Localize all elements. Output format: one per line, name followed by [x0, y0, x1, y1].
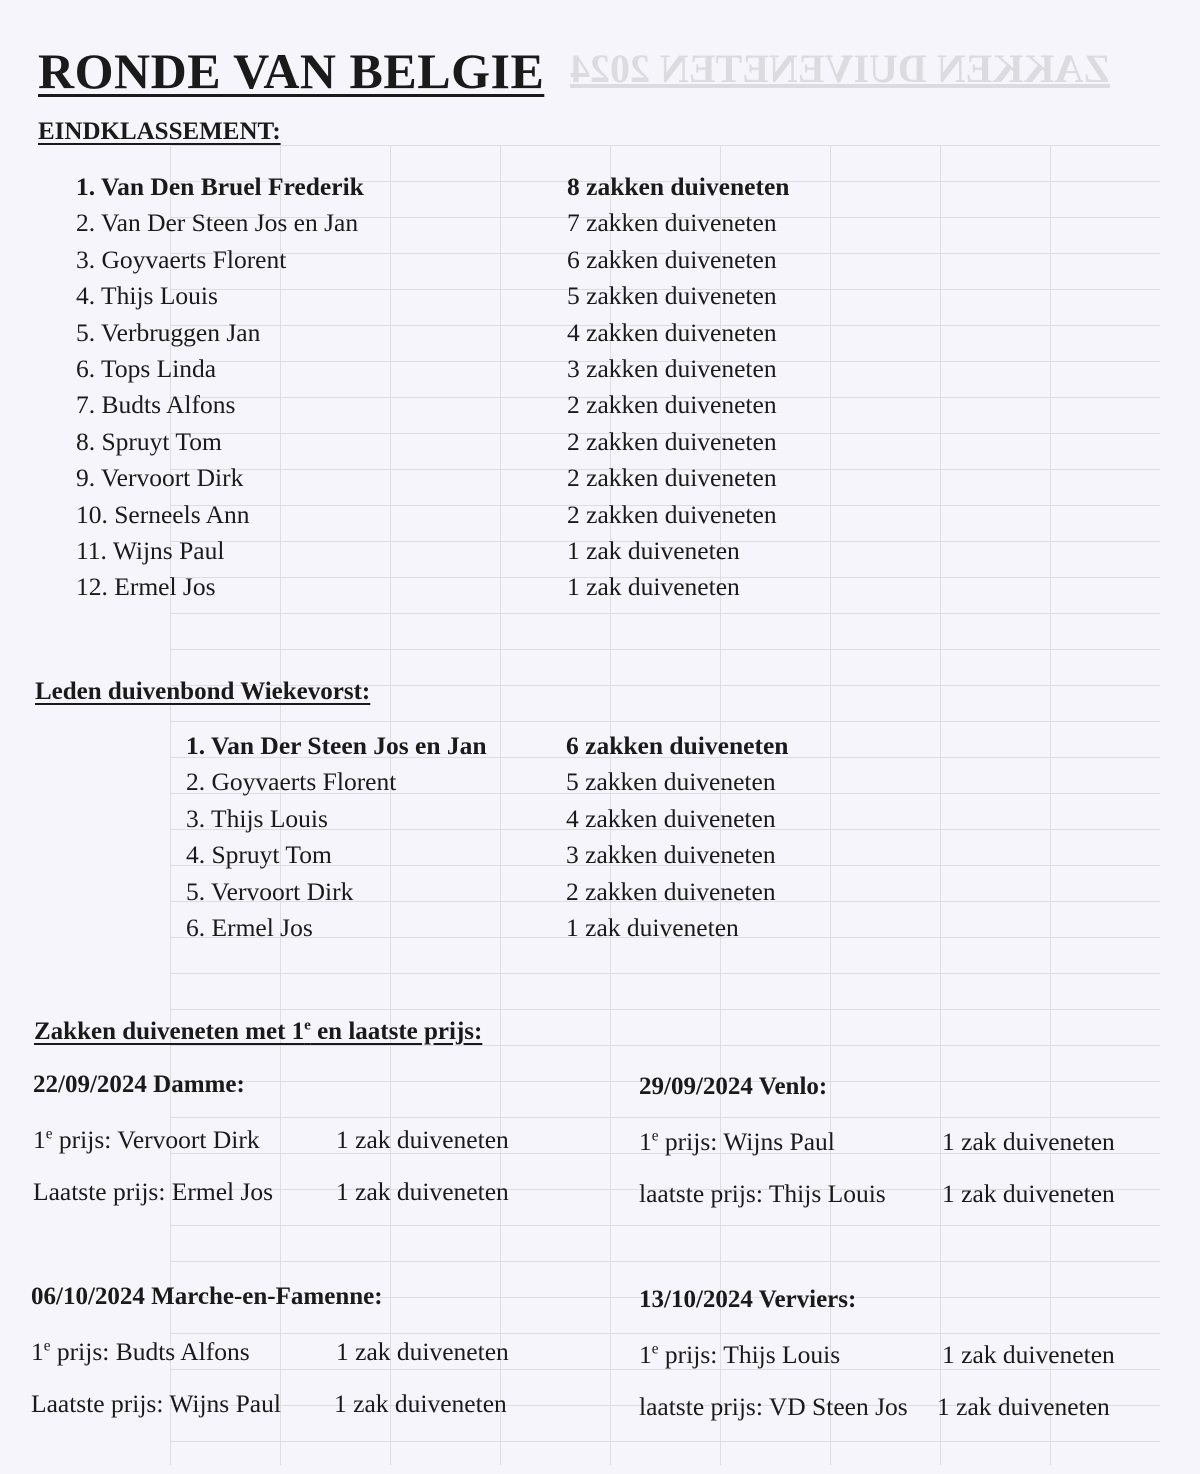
rank-name: 3. Goyvaerts Florent	[76, 244, 287, 274]
first-prize-winner	[31, 1337, 250, 1367]
winner-name: prijs: Vervoort Dirk	[52, 1125, 260, 1154]
rank-name: 7. Budts Alfons	[76, 390, 236, 420]
first-prize-winner	[33, 1125, 260, 1155]
last-prize-reward: 1 zak duiveneten	[937, 1392, 1110, 1421]
rank-prize: 5 zakken duiveneten	[566, 767, 776, 797]
ordinal: 1	[31, 1337, 44, 1366]
rank-name: 2. Van Der Steen Jos en Jan	[76, 208, 359, 238]
rank-prize: 6 zakken duiveneten	[567, 244, 777, 274]
last-prize-winner: laatste prijs: Thijs Louis	[639, 1179, 886, 1208]
list-item	[186, 731, 846, 767]
rank-prize: 3 zakken duiveneten	[567, 353, 777, 383]
prijzen-heading	[34, 1018, 482, 1046]
list-item	[76, 427, 856, 463]
winner-name: prijs: Wijns Paul	[658, 1127, 835, 1156]
list-item	[76, 572, 856, 608]
race-date: 13/10/2024 Verviers:	[639, 1286, 857, 1313]
rank-name: 6. Ermel Jos	[186, 912, 313, 942]
list-item	[186, 804, 846, 840]
ordinal: 1	[639, 1340, 652, 1369]
rank-name: 10. Serneels Ann	[76, 499, 250, 529]
rank-prize: 1 zak duiveneten	[567, 535, 740, 565]
list-item	[186, 877, 846, 913]
prijzen-heading-text-end: en laatste prijs:	[310, 1018, 483, 1045]
rank-prize: 3 zakken duiveneten	[566, 840, 776, 870]
race-date: 29/09/2024 Venlo:	[639, 1073, 828, 1100]
list-item	[76, 536, 856, 572]
rank-prize: 1 zak duiveneten	[566, 912, 739, 942]
rank-name: 4. Thijs Louis	[76, 281, 218, 311]
leden-heading: Leden duivenbond Wiekevorst:	[35, 678, 371, 705]
winner-name: prijs: Thijs Louis	[658, 1340, 841, 1369]
rank-name: 9. Vervoort Dirk	[76, 463, 244, 493]
race-verviers	[639, 1286, 1199, 1426]
last-prize-reward: 1 zak duiveneten	[336, 1177, 509, 1206]
ordinal: 1	[33, 1125, 46, 1154]
rank-name: 11. Wijns Paul	[76, 535, 225, 565]
winner-name: prijs: Budts Alfons	[50, 1337, 250, 1366]
ordinal-sup: e	[651, 1127, 659, 1145]
rank-prize: 2 zakken duiveneten	[567, 426, 777, 456]
race-marche-en-famenne	[31, 1283, 591, 1423]
list-item	[76, 245, 856, 281]
last-prize-winner: Laatste prijs: Wijns Paul	[31, 1389, 281, 1418]
first-prize-reward: 1 zak duiveneten	[336, 1337, 509, 1366]
first-prize-reward: 1 zak duiveneten	[336, 1125, 509, 1154]
rank-prize: 2 zakken duiveneten	[567, 463, 777, 493]
rank-prize: 2 zakken duiveneten	[567, 390, 777, 420]
rank-name: 2. Goyvaerts Florent	[186, 767, 397, 797]
list-item	[76, 354, 856, 390]
rank-prize: 2 zakken duiveneten	[567, 499, 777, 529]
ordinal-sup: e	[651, 1340, 659, 1358]
list-item	[76, 172, 856, 208]
list-item	[186, 913, 846, 949]
rank-prize: 7 zakken duiveneten	[567, 208, 777, 238]
last-prize-reward: 1 zak duiveneten	[334, 1389, 507, 1418]
last-prize-winner: laatste prijs: VD Steen Jos	[639, 1392, 908, 1421]
rank-name: 4. Spruyt Tom	[186, 840, 332, 870]
ordinal-sup: e	[45, 1125, 53, 1143]
list-item	[76, 390, 856, 426]
list-item	[186, 840, 846, 876]
rank-prize: 4 zakken duiveneten	[567, 317, 777, 347]
last-prize-winner: Laatste prijs: Ermel Jos	[33, 1177, 274, 1206]
page-title: RONDE VAN BELGIE	[38, 43, 545, 99]
rank-name: 5. Vervoort Dirk	[186, 876, 354, 906]
first-prize-winner	[639, 1127, 835, 1157]
first-prize-winner	[639, 1340, 840, 1370]
list-item	[76, 281, 856, 317]
race-date: 22/09/2024 Damme:	[33, 1071, 245, 1098]
rank-name: 1. Van Den Bruel Frederik	[76, 172, 364, 201]
rank-prize: 2 zakken duiveneten	[566, 876, 776, 906]
list-item	[76, 500, 856, 536]
list-item	[76, 208, 856, 244]
eindklassement-heading: EINDKLASSEMENT:	[38, 118, 281, 145]
ordinal-sup: e	[43, 1337, 51, 1355]
first-prize-reward: 1 zak duiveneten	[942, 1340, 1115, 1369]
race-date: 06/10/2024 Marche-en-Famenne:	[31, 1283, 383, 1310]
leden-list	[186, 731, 846, 949]
bleed-through-title: ZAKKEN DUIVENETEN 2024	[569, 46, 1110, 91]
last-prize-reward: 1 zak duiveneten	[942, 1179, 1115, 1208]
rank-prize: 5 zakken duiveneten	[567, 281, 777, 311]
rank-name: 5. Verbruggen Jan	[76, 317, 261, 347]
list-item	[76, 318, 856, 354]
ordinal: 1	[639, 1127, 652, 1156]
rank-prize: 4 zakken duiveneten	[566, 803, 776, 833]
list-item	[186, 767, 846, 803]
first-prize-reward: 1 zak duiveneten	[942, 1127, 1115, 1156]
rank-prize: 8 zakken duiveneten	[567, 172, 790, 201]
rank-name: 6. Tops Linda	[76, 353, 217, 383]
rank-prize: 6 zakken duiveneten	[566, 731, 789, 760]
eindklassement-list	[76, 172, 856, 609]
prijzen-heading-sup: e	[304, 1017, 311, 1034]
rank-name: 1. Van Der Steen Jos en Jan	[186, 731, 487, 760]
rank-name: 3. Thijs Louis	[186, 803, 328, 833]
rank-prize: 1 zak duiveneten	[567, 572, 740, 602]
race-venlo	[639, 1073, 1199, 1213]
rank-name: 12. Ermel Jos	[76, 572, 216, 602]
rank-name: 8. Spruyt Tom	[76, 426, 222, 456]
list-item	[76, 463, 856, 499]
race-damme	[33, 1071, 593, 1211]
prijzen-heading-text: Zakken duiveneten met 1	[34, 1018, 305, 1045]
